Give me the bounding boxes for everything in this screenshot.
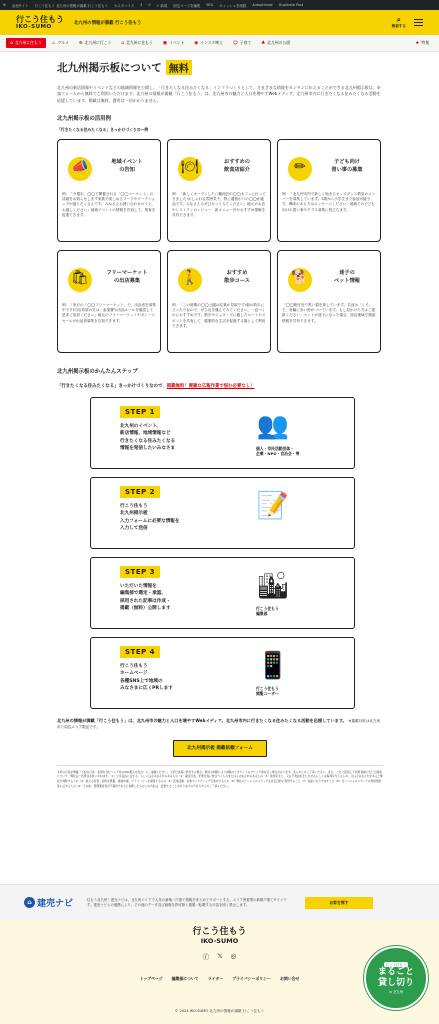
card-illustration [62, 147, 98, 187]
x-icon[interactable]: 𝕏 [217, 952, 223, 960]
badge-main: まるごと 貸し切り [377, 967, 414, 988]
rental-badge[interactable] [364, 946, 428, 1010]
footer-link[interactable]: ライター [207, 976, 224, 981]
step-card [90, 397, 355, 469]
card-top [282, 255, 376, 301]
nav-icon: ☺ [232, 40, 238, 46]
admin-bar-item[interactable]: SEO [206, 3, 214, 7]
banner-text: 住もう北九州！建売ナビは、北九州エリアで人気の新築一戸建て情報をまとめてサポートする、エリア密着型の新築戸建てサイトです。建売ナビとの連携により、その他のデータ及び画像を許可無く複製・転載する行為を固く禁止します。 [87, 897, 287, 907]
steps-sub-prefix: 「行きたくなる住みたくなる」きっかけづくりなので、 [57, 383, 167, 389]
search-label: 検索する [391, 23, 406, 28]
admin-bar-item[interactable]: カスタマイズ [113, 3, 135, 8]
nav-icon: ♨ [51, 40, 56, 46]
nav-icon: ⊕ [78, 40, 83, 46]
card-title: 地域イベント の告知 [111, 159, 143, 173]
nav-label: 北九州に住もう [14, 40, 42, 45]
step-illustration: 📝 [256, 490, 290, 521]
nav-icon: ⌂ [10, 40, 13, 46]
illustration-icon: 🐕 [291, 269, 309, 286]
card-title: フリーマーケット の出店募集 [106, 270, 148, 284]
footer-logo-top: 行こう住もう [192, 927, 247, 937]
step-label: STEP 4 [120, 646, 160, 658]
nav-label: グルメ [57, 40, 69, 45]
steps-sub-highlight: 掲載無料！複雑な広報作業で悩む必要なし！ [166, 383, 255, 389]
admin-bar-item[interactable]: 固定ページを編集 [173, 3, 201, 8]
step-illustration: 🏙 [256, 570, 290, 601]
card-title: おすすめ 散歩コース [224, 270, 250, 284]
nav-icon: ▣ [162, 40, 168, 46]
free-badge: 無料 [166, 60, 192, 75]
illustration-icon: 🚶 [181, 269, 199, 286]
admin-bar [0, 0, 439, 10]
step-label: STEP 2 [120, 486, 160, 498]
step-card [90, 637, 355, 709]
footer-link[interactable]: プライバシーポリシー [232, 976, 271, 981]
step-card [90, 557, 355, 629]
admin-bar-item[interactable]: 0 [148, 3, 151, 7]
card-description: 例：「来月の「◯◯フリーマーケット」で、出品者を募集中です!出店希望の方は、参加費や出品ルールを確認して是非ご参加ください」地元のフリーマーケットやガレージセールの出品者募集を告知できます。 [62, 302, 156, 323]
admin-bar-item[interactable]: Autoptimize [252, 3, 273, 7]
nav-label: 子育て [239, 40, 252, 45]
card-top [62, 144, 156, 190]
nav-item-5[interactable] [190, 38, 227, 48]
admin-bar-item[interactable]: キャッシュを削除 [219, 3, 247, 8]
nav-item-2[interactable] [75, 38, 115, 48]
fine-print: 下記の行為が明確（下記の行為・表現を含むリンク先のURL掲示を含む）にご遠慮ください。下記行為等に該当する場合、弊社の判断により削除やアカウントのブロック等を行う場合があります。あらかじめご了承ください。また、これに起因して利用者様に生じた損害について、弊社は一切責任を負いかねます。（1）公序良俗に反する、もしくはそのおそれのあるもの（2）違法行為、犯罪行為に結びつくものまたはそのおそれのあるもの（3）差別を生じ、又は不利益を生じさせるもしくは侮辱を与えるもの、又はそのおそれがあると弊社が判断するもの（4）他人の名誉、信用を毀損、誹謗中傷、プライバシーを侵害するもの（5）営業活動・企業マーケティング行為をするもの（6）弊社のソーシャルメディアを宣伝目的に利用すること（7）性能になりすますこと（8）当ソーシャルメディアの利用規約等に反するもの（9）その他、管理運営者が不適切であると判断したものこの方針は、変更することがありますのであらかじめご了承ください。 [57, 765, 383, 788]
use-case-card [57, 250, 161, 353]
card-top [172, 255, 266, 301]
note-main: 北九州の情報が満載「行こう住もう」は、北九州市の魅力と人口を増やすWebメディア。北九州市内に行きたくなる住みたくなる活動を応援しています。 [57, 717, 347, 723]
card-top [62, 255, 156, 301]
card-illustration [62, 258, 98, 298]
card-title: おすすめの 飲食店紹介 [224, 159, 250, 173]
step-label: STEP 1 [120, 406, 160, 418]
card-description: 「◯◯駅付近で黒い猫を探しています。名前は「くろ」で、首輪に赤い鈴がついています。もし見かけた方はご連絡ください」ペットが迷子になった場合、周辺地域で捜索情報を共有できます。 [282, 302, 376, 323]
category-nav [0, 35, 439, 52]
steps-subheading [57, 383, 383, 389]
uses-subheading-text: 「行きたくなる住みたくなる」きっかけづくりの一例 [57, 126, 149, 132]
illustration-icon: 🍽 [181, 158, 199, 175]
illustration-icon: ✏ [294, 158, 306, 175]
step-card [90, 477, 355, 549]
house-icon: ⌂ [24, 897, 35, 908]
badge-bottom: in 北九州 [388, 990, 404, 994]
card-description: 例：「新しくオープンした八幡西区の◯◯カフェに行ってきました!おしゃれな雰囲気で、特に週替わりの◯◯が絶品です。みなさんもぜひ行ってみてください」地元のお店やレストランのレビュー、新メニュー円やおすすめ情報を共有できます。 [172, 191, 266, 218]
intro-text: 北九州の新店情報やイベントなどの地域情報を公開し、「行きたくなる住みたくなる」インフラづくりとして、さまざまな情報をカンタンに伝えることができる北九州掲示板は、申請フォームから無料でご利用いただけます。北九州の情報が満載「行こう住もう」は、北九州市の魅力と人口を増やすWebメディア。北九州市内に行きたくなる住みたくなる活動を応援しています。掲載は無料。費用は一切かかりません。 [57, 85, 381, 103]
nav-label: インスタ映え [200, 40, 223, 45]
card-title: 子ども向け 習い事の募集 [331, 159, 363, 173]
card-top [172, 144, 266, 190]
footer-link[interactable]: 編集部について [171, 976, 199, 981]
step-text: 行こう住もう 北九州掲示板 入力フォームに必要な情報を 入力して送信 [120, 503, 180, 532]
admin-bar-item[interactable]: Duplicate Post [278, 3, 304, 7]
illustration-icon: 🛍 [71, 269, 89, 286]
note-text [57, 718, 383, 730]
nav-item-0[interactable] [6, 38, 46, 48]
nav-item-7[interactable] [257, 38, 294, 48]
use-case-card [57, 139, 161, 242]
kenbai-navi-logo[interactable] [24, 896, 73, 909]
request-form-button[interactable]: 北九州掲示板 掲載依頼フォーム [173, 740, 267, 757]
step-label: STEP 3 [120, 566, 160, 578]
logo-top: 行こう住もう [16, 13, 64, 24]
logo-bottom: IKO-SUMO [16, 23, 52, 30]
step-caption: 個人・市民活動団体・ 企業・NPO・自治会・等 [256, 445, 300, 457]
admin-bar-item[interactable]: + 新規 [156, 3, 168, 8]
magnifier-icon: ⌕ [396, 15, 401, 24]
footer-logo[interactable] [0, 928, 439, 946]
admin-bar-item[interactable]: ⊕ [3, 3, 6, 7]
card-illustration [282, 147, 318, 187]
nav-icon: ♣ [261, 40, 266, 46]
nav-label: 特集 [421, 40, 429, 45]
copyright: © 2024 IKO-SUMO 北九州の情報が満載 行こう住もう [174, 1009, 265, 1013]
instagram-icon[interactable]: ◎ [230, 952, 237, 960]
illustration-icon: 📣 [71, 158, 89, 175]
page-title-text: 北九州掲示板について [57, 62, 162, 74]
step-caption: 行こう住もう 閲覧ユーザー [256, 685, 279, 697]
card-illustration [172, 258, 208, 298]
step-caption: 行こう住もう 編集部 [256, 605, 279, 617]
card-top [282, 144, 376, 190]
use-case-card [167, 139, 271, 242]
steps-list [57, 397, 383, 709]
site-tagline: 北九州の情報が満載 行こう住もう [74, 20, 142, 26]
site-header [0, 10, 439, 35]
card-description: 例：「今週末、◯◯で開催される「◯◯マーケット」の詳細をお知らせします家族で楽しめるフードやワークショップが盛りだくさんです。みなさんお誘い合わせのうえ、お越しください」地域イベントの情報を告知して、集客を促進できます。 [62, 191, 156, 218]
page-title [57, 60, 383, 75]
card-description: 例：「この時期の◯◯公園は紅葉が見頃です!朝の散歩にぴったりなので、ぜひ足を運んでみてください。一息つくのにおすすめです」散歩やジョギングに適したルートやスポットを共有して、健康的な生活を促進する場として利用できます。 [172, 302, 266, 329]
menu-icon[interactable] [414, 19, 423, 26]
admin-bar-item[interactable]: 参加サイト [11, 3, 29, 8]
nav-icon: ⌂ [121, 40, 125, 46]
use-case-grid [57, 139, 383, 353]
nav-label: 北九州に住もう [126, 40, 153, 45]
uses-subheading [57, 127, 383, 133]
step-illustration: 📱 [256, 650, 290, 681]
nav-item-4[interactable] [159, 38, 189, 48]
site-logo[interactable] [16, 15, 64, 31]
nav-item-1[interactable] [48, 38, 73, 48]
admin-bar-item[interactable]: 3 [140, 3, 143, 7]
use-case-card [167, 250, 271, 353]
nav-label: 北九州に行こう [84, 40, 112, 45]
note-small: ※掲載対象は北九州市と周辺エリア限定です。 [57, 718, 381, 729]
nav-label: 北九州の公園 [267, 40, 291, 45]
nav-item-special[interactable] [411, 38, 433, 48]
uses-heading: 北九州掲示板の活用例 [57, 115, 111, 122]
nav-icon: ◉ [194, 40, 199, 46]
card-illustration [282, 258, 318, 298]
footer-logo-bottom: IKO-SUMO [200, 937, 239, 945]
step-illustration: 👥 [256, 410, 290, 441]
step-text: 北九州のイベント、 新店情報、地域情報など 行きたくなる住みたくなる 情報を発信したいみなさま [120, 423, 176, 452]
use-case-card [277, 139, 381, 242]
search-button[interactable] [392, 17, 406, 29]
step-text: 行こう住もう ホームページ 各種SNS上で地域の みなさまに広くPRします [120, 663, 173, 692]
use-case-card [277, 250, 381, 353]
card-title: 迷子の ペット情報 [334, 270, 360, 284]
nav-label: イベント [169, 40, 185, 45]
steps-heading: 北九州掲示板のかんたんステップ [57, 368, 138, 375]
kenbai-navi-brand: 建売ナビ [37, 899, 74, 909]
step-text: いただいた情報を 編集部で選定・承認、 採用された記事は作成・ 掲載（無料）公開します [120, 583, 171, 612]
footer-link[interactable]: トップページ [139, 976, 163, 981]
badge-top: 行こう住もう [385, 963, 407, 967]
star-icon: ★ [415, 40, 420, 46]
main-content [57, 60, 383, 788]
find-house-button[interactable]: お家を探す [305, 897, 373, 909]
facebook-icon[interactable]: ⓕ [202, 953, 210, 961]
card-description: 例：「北九州市内で新しく始まるキッズダンス教室のメンバーを募集しています。3歳から小学生まで参加可能です。興味のある方はメッセージください」地域での子ども向けの習い事やクラス募集に役立ちます。 [282, 191, 376, 212]
footer-link[interactable]: お問い合せ [279, 976, 300, 981]
nav-item-6[interactable] [229, 38, 255, 48]
kenbai-navi-banner [0, 884, 439, 920]
nav-item-3[interactable] [117, 38, 157, 48]
card-illustration [172, 147, 208, 187]
admin-bar-item[interactable]: 行こう住もう 北九州の情報が満載 行こう住もう [34, 3, 108, 8]
